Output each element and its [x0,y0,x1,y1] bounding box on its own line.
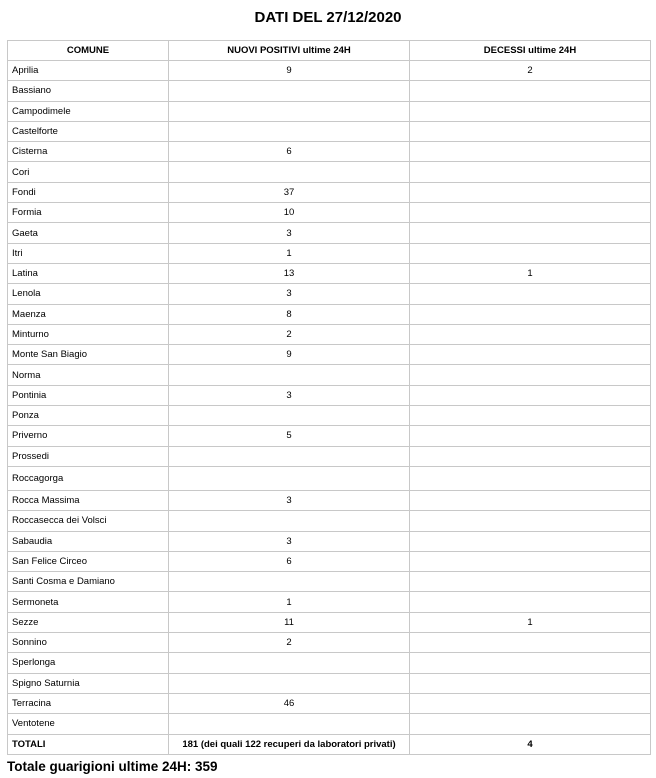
table-row [8,284,651,304]
table-row [8,714,651,734]
table-header-row [8,41,651,61]
table-row [8,365,651,385]
cell-nuovi-positivi: 8 [169,304,410,324]
cell-decessi: 1 [410,263,651,283]
table-row [8,61,651,81]
cell-comune: Lenola [8,284,169,304]
cell-nuovi-positivi: 3 [169,385,410,405]
cell-decessi [410,653,651,673]
cell-comune: Spigno Saturnia [8,673,169,693]
cell-comune: Bassiano [8,81,169,101]
cell-nuovi-positivi: 3 [169,284,410,304]
cell-nuovi-positivi [169,466,410,490]
cell-comune: Gaeta [8,223,169,243]
table-row [8,592,651,612]
cell-decessi [410,385,651,405]
table-row [8,101,651,121]
table-row [8,490,651,510]
cell-nuovi-positivi [169,653,410,673]
cell-comune: Cisterna [8,142,169,162]
column-header-comune: COMUNE [8,41,169,61]
table-row [8,446,651,466]
cell-comune: Sermoneta [8,592,169,612]
cell-comune: Terracina [8,693,169,713]
cell-decessi [410,121,651,141]
cell-nuovi-positivi [169,162,410,182]
table-row [8,243,651,263]
totals-positivi: 181 (dei quali 122 recuperi da laboratori privati) [169,734,410,754]
cell-decessi [410,714,651,734]
cell-nuovi-positivi [169,121,410,141]
table-row [8,466,651,490]
table-row [8,81,651,101]
table-row [8,304,651,324]
cell-decessi [410,365,651,385]
cell-decessi: 1 [410,612,651,632]
cell-comune: Pontinia [8,385,169,405]
table-row [8,426,651,446]
cell-decessi [410,304,651,324]
cell-nuovi-positivi: 11 [169,612,410,632]
cell-comune: Sonnino [8,633,169,653]
table-row [8,121,651,141]
cell-nuovi-positivi: 2 [169,633,410,653]
table-row [8,693,651,713]
table-row [8,531,651,551]
cell-comune: Campodimele [8,101,169,121]
cell-decessi [410,633,651,653]
cell-decessi [410,572,651,592]
cell-nuovi-positivi [169,365,410,385]
column-header-nuovi-positivi: NUOVI POSITIVI ultime 24H [169,41,410,61]
table-row [8,572,651,592]
table-row [8,142,651,162]
cell-nuovi-positivi: 6 [169,142,410,162]
cell-decessi [410,490,651,510]
cell-comune: Minturno [8,324,169,344]
cell-comune: Castelforte [8,121,169,141]
cell-nuovi-positivi [169,572,410,592]
cell-nuovi-positivi [169,446,410,466]
cell-nuovi-positivi [169,673,410,693]
cell-decessi: 2 [410,61,651,81]
table-row [8,263,651,283]
cell-decessi [410,81,651,101]
cell-nuovi-positivi: 2 [169,324,410,344]
table-row [8,385,651,405]
cell-nuovi-positivi [169,81,410,101]
totals-label: TOTALI [8,734,169,754]
cell-comune: Itri [8,243,169,263]
cell-decessi [410,693,651,713]
cell-nuovi-positivi [169,511,410,531]
table-row [8,511,651,531]
cell-comune: Ventotene [8,714,169,734]
cell-decessi [410,203,651,223]
page-title: DATI DEL 27/12/2020 [254,9,402,26]
data-table [7,40,651,755]
cell-comune: Sabaudia [8,531,169,551]
cell-decessi [410,101,651,121]
cell-comune: Roccagorga [8,466,169,490]
cell-nuovi-positivi: 37 [169,182,410,202]
cell-nuovi-positivi [169,101,410,121]
cell-comune: Priverno [8,426,169,446]
cell-nuovi-positivi: 3 [169,531,410,551]
cell-decessi [410,182,651,202]
cell-decessi [410,466,651,490]
cell-comune: Sperlonga [8,653,169,673]
cell-comune: Roccasecca dei Volsci [8,511,169,531]
cell-comune: Santi Cosma e Damiano [8,572,169,592]
cell-decessi [410,673,651,693]
totals-decessi: 4 [410,734,651,754]
cell-comune: Norma [8,365,169,385]
table-row [8,324,651,344]
cell-comune: Formia [8,203,169,223]
table-row [8,223,651,243]
table-row [8,406,651,426]
cell-nuovi-positivi: 6 [169,551,410,571]
cell-decessi [410,324,651,344]
table-row [8,612,651,632]
cell-comune: Aprilia [8,61,169,81]
cell-decessi [410,446,651,466]
table-row [8,182,651,202]
cell-decessi [410,511,651,531]
totals-row [8,734,651,754]
cell-comune: Monte San Biagio [8,345,169,365]
cell-comune: Fondi [8,182,169,202]
cell-comune: Rocca Massima [8,490,169,510]
cell-comune: Sezze [8,612,169,632]
cell-decessi [410,406,651,426]
cell-nuovi-positivi: 9 [169,345,410,365]
table-row [8,162,651,182]
cell-nuovi-positivi [169,406,410,426]
cell-decessi [410,243,651,263]
cell-nuovi-positivi: 1 [169,243,410,263]
cell-comune: Cori [8,162,169,182]
table-row [8,203,651,223]
cell-decessi [410,284,651,304]
cell-decessi [410,592,651,612]
cell-nuovi-positivi: 5 [169,426,410,446]
cell-nuovi-positivi: 3 [169,223,410,243]
cell-nuovi-positivi: 9 [169,61,410,81]
cell-comune: Maenza [8,304,169,324]
cell-decessi [410,162,651,182]
cell-nuovi-positivi: 46 [169,693,410,713]
table-row [8,345,651,365]
cell-decessi [410,426,651,446]
total-recoveries: Totale guarigioni ultime 24H: 359 [7,759,218,774]
table-row [8,551,651,571]
cell-comune: Ponza [8,406,169,426]
table-row [8,633,651,653]
cell-nuovi-positivi: 3 [169,490,410,510]
cell-nuovi-positivi [169,714,410,734]
cell-decessi [410,223,651,243]
cell-nuovi-positivi: 10 [169,203,410,223]
cell-nuovi-positivi: 13 [169,263,410,283]
cell-decessi [410,531,651,551]
cell-nuovi-positivi: 1 [169,592,410,612]
cell-decessi [410,142,651,162]
cell-decessi [410,551,651,571]
table-row [8,653,651,673]
cell-comune: Latina [8,263,169,283]
cell-comune: San Felice Circeo [8,551,169,571]
cell-comune: Prossedi [8,446,169,466]
cell-decessi [410,345,651,365]
column-header-decessi: DECESSI ultime 24H [410,41,651,61]
table-row [8,673,651,693]
